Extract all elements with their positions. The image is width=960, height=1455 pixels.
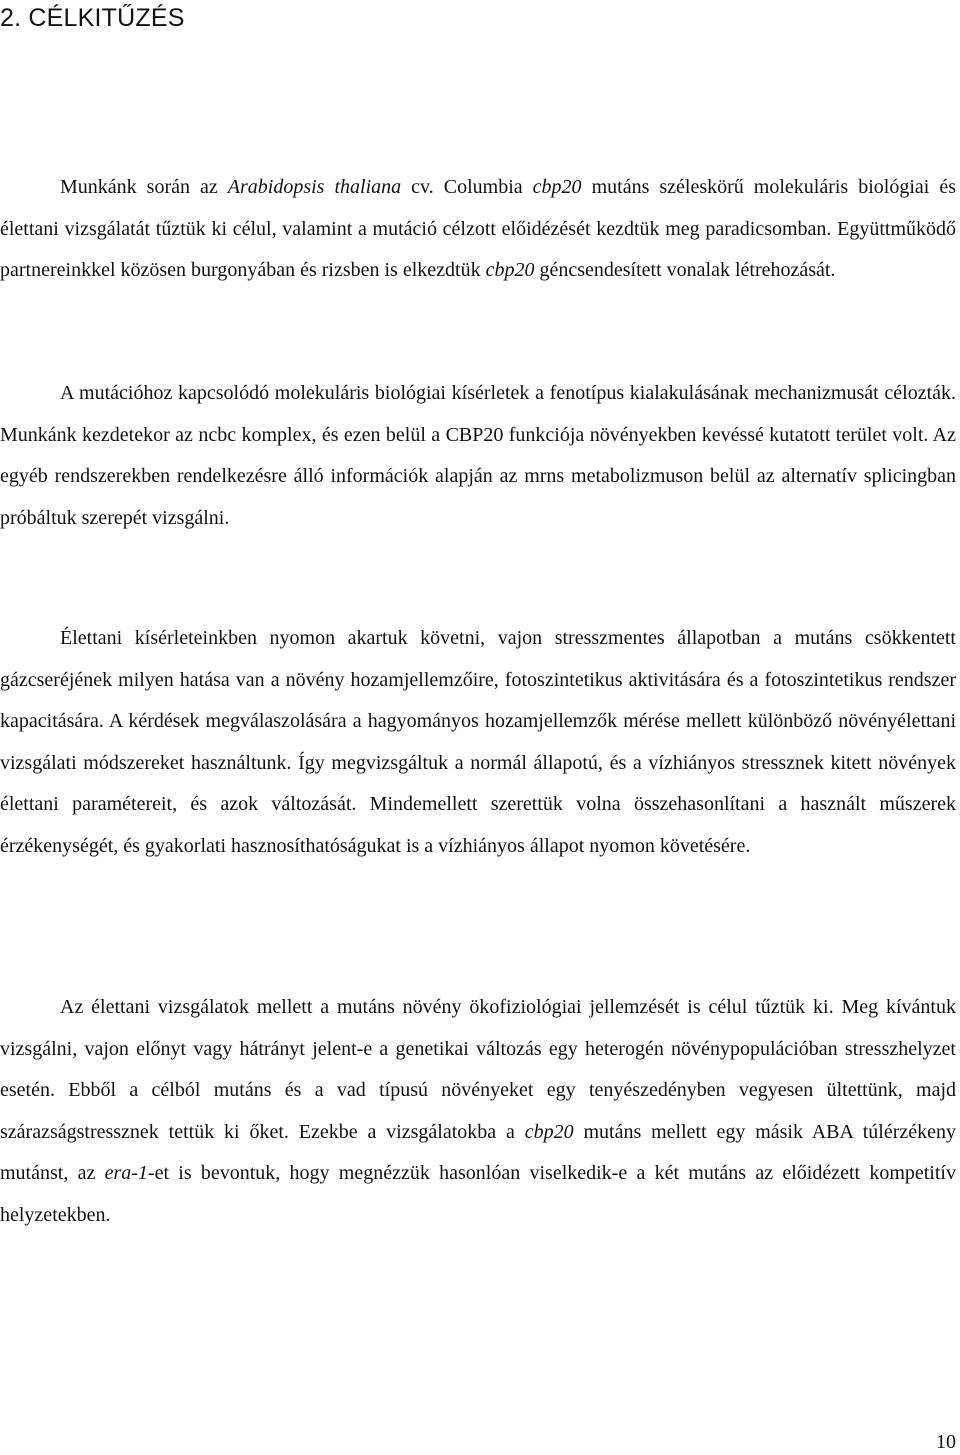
paragraph-ecophysiology: Az élettani vizsgálatok mellett a mutáns növény ökofiziológiai jellemzését is célul tűztük ki. Meg kívántuk vizsgálni, vajon előnyt vagy hátrányt jelent-e a genetikai változás egy heterogén növénypopulációban stresszhelyzet esetén. Ebből a célból mutáns és a vad típusú növényeket egy tenyészedényben vegyesen ültettünk, majd szárazságstressznek tettük ki őket. Ezekbe a vizsgálatokba a cbp20 mutáns mellett egy másik ABA túlérzékeny mutánst, az era-1-et is bevontuk, hogy megnézzük hasonlóan viselkedik-e a két mutáns az előidézett kompetitív helyzetekben. [0,996,956,1226]
italic-term: era-1 [104,1162,148,1184]
paragraph-molecular-experiments: A mutációhoz kapcsolódó molekuláris biológiai kísérletek a fenotípus kialakulásának mechanizmusát célozták. Munkánk kezdetekor az ncbc komplex, és ezen belül a CBP20 funkciója növényekben kevéssé kutatott terület volt. Az egyéb rendszerekben rendelkezésre álló információk alapján az mrns metabolizmuson belül az alternatív splicingban próbáltuk szerepét vizsgálni. [0,382,956,529]
italic-term: Arabidopsis thaliana [227,176,402,198]
italic-term: cbp20 [532,176,582,198]
italic-term: cbp20 [524,1120,574,1143]
italic-term: cbp20 [485,259,535,281]
paragraph-objectives-intro: Munkánk során az Arabidopsis thaliana cv. Columbia cbp20 mutáns széleskörű molekuláris biológiai és élettani vizsgálatát tűztük ki célul, valamint a mutáció célzott előidézését kezdtük meg paradicsomban. Együttműködő partnereinkkel közösen burgonyában és rizsben is elkezdtük cbp20 géncsendesített vonalak létrehozását. [0,176,957,281]
page-number: 10 [936,1431,956,1453]
chapter-heading: 2. CÉLKITŰZÉS [0,4,185,32]
paragraph-physiology-experiments: Élettani kísérleteinkben nyomon akartuk követni, vajon stresszmentes állapotban a mutáns csökkentett gázcseréjének milyen hatása van a növény hozamjellemzőire, fotoszintetikus aktivitására és a fotoszintetikus rendszer kapacitására. A kérdések megválaszolására a hagyományos hozamjellemzők mérése mellett különböző növényélettani vizsgálati módszereket használtunk. Így megvizsgáltuk a normál állapotú, és a vízhiányos stressznek kitett növények élettani paramétereit, és azok változását. Mindemellett szerettük volna összehasonlítani a használt műszerek érzékenységét, és gyakorlati hasznosíthatóságukat is a vízhiányos állapot nyomon követésére. [0,627,956,857]
